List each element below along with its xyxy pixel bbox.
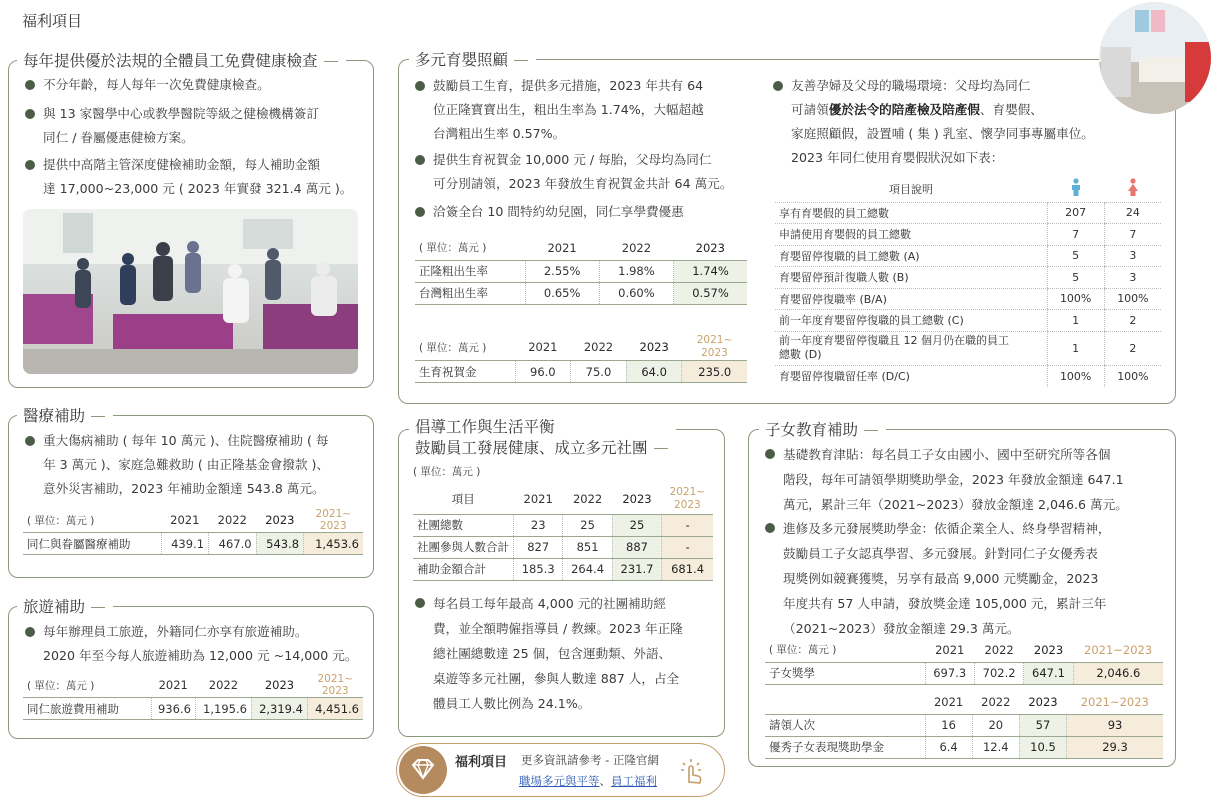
diversity-link[interactable]: 職場多元與平等 <box>519 774 600 788</box>
year-header: 2023 <box>1028 694 1058 709</box>
health-check-section <box>8 52 374 388</box>
childcare-section <box>398 51 1176 404</box>
table-cell: 936.6 <box>151 698 195 720</box>
total-header: 2021~ 2023 <box>315 508 352 532</box>
table-cell: 同仁與眷屬醫療補助 <box>23 533 161 555</box>
table-cell: 23 <box>514 514 563 536</box>
unit-label: ( 單位：萬元 ) <box>27 679 95 692</box>
year-header: 2021 <box>523 491 553 506</box>
table-cell: 235.0 <box>682 361 747 383</box>
table-cell: 25 <box>563 514 612 536</box>
table-cell: 同仁旅遊費用補助 <box>23 698 151 720</box>
table-cell: 93 <box>1067 714 1163 736</box>
table-cell: 75.0 <box>571 361 627 383</box>
table-cell: 育嬰留停復職率 (B/A) <box>775 288 1047 310</box>
table-cell: 100% <box>1047 365 1104 387</box>
year-header: 2022 <box>981 694 1011 709</box>
table-cell: 優秀子女表現獎助學金 <box>765 736 925 758</box>
table-cell: 57 <box>1019 714 1066 736</box>
table-cell: 24 <box>1104 202 1161 224</box>
total-header: 2021~ 2023 <box>669 485 706 511</box>
table-cell: 1.98% <box>599 260 673 282</box>
year-header: 2021 <box>170 513 200 527</box>
table-cell: 4,451.6 <box>307 698 363 720</box>
table-cell: 補助金額合計 <box>413 558 514 580</box>
table-cell: 請領人次 <box>765 714 925 736</box>
unit-label: ( 單位：萬元 ) <box>769 644 837 657</box>
table-cell: 207 <box>1047 202 1104 224</box>
year-header: 2022 <box>583 340 614 354</box>
table-cell: 2,046.6 <box>1073 662 1163 684</box>
medical-subsidy-section <box>8 407 374 578</box>
table-cell: 887 <box>612 536 661 558</box>
year-header: 2022 <box>984 642 1014 657</box>
unit-label: ( 單位：萬元 ) <box>27 514 95 527</box>
unit-label: ( 單位：萬元 ) <box>413 466 481 478</box>
table-cell: 正隆粗出生率 <box>415 260 525 282</box>
link-box-title: 福利項目 <box>455 755 508 770</box>
table-cell: 2,319.4 <box>251 698 307 720</box>
list-item: 提供生育祝賀金 10,000 元 / 每胎，父母均為同仁 可分別請領，2023 年發放生育祝賀金共計 64 萬元。 <box>413 148 758 196</box>
table-cell: 1.74% <box>674 260 747 282</box>
total-header: 2021~ 2023 <box>696 334 733 359</box>
table-cell: 12.4 <box>972 736 1019 758</box>
table-cell: 1 <box>1047 310 1104 332</box>
section-title: 每年提供優於法規的全體員工免費健康檢查 <box>17 49 346 71</box>
table-cell: 231.7 <box>612 558 661 580</box>
excellence-award-table <box>765 690 1163 759</box>
table-cell: 827 <box>514 536 563 558</box>
table-cell: 2 <box>1104 331 1161 365</box>
table-cell: 前一年度育嬰留停復職的員工總數 (C) <box>775 310 1047 332</box>
year-header: 2023 <box>639 340 669 354</box>
table-cell: 0.65% <box>525 282 599 304</box>
list-item: 重大傷病補助 ( 每年 10 萬元 )、住院醫療補助 ( 每 年 3 萬元 )、家庭急難救助 ( 由正隆基金會撥款 )、 意外災害補助，2023 年補助金額達 543.8 萬元。 <box>23 429 368 501</box>
list-item: 友善孕婦及父母的職場環境：父母均為同仁 可請領優於法令的陪產檢及陪產假、育嬰假、 家庭照顧假，設置哺 ( 集 ) 乳室、懷孕同事專屬車位。 2023 年同仁使用育嬰假狀況如下表： <box>771 74 1171 170</box>
section-title: 醫療補助 <box>17 404 113 426</box>
section-title: 多元育嬰照顧 <box>409 48 536 70</box>
more-info-link-box <box>396 743 725 797</box>
unit-label: ( 單位：萬元 ) <box>419 242 487 255</box>
table-cell: 3 <box>1104 245 1161 267</box>
travel-subsidy-section <box>8 598 374 739</box>
table-cell: - <box>662 514 713 536</box>
section-title: 倡導工作與生活平衡 鼓勵員工發展健康、成立多元社團 <box>409 417 676 459</box>
table-cell: 467.0 <box>209 533 257 555</box>
total-header: 2021~2023 <box>1080 694 1149 709</box>
medical-table <box>23 508 363 555</box>
list-item: 進修及多元發展獎助學金：依循企業全人、終身學習精神， 鼓勵員工子女認真學習、多元發展。針對同仁子女優秀表 現獎例如競賽獲獎，另享有最高 9,000 元獎勵金，2023 年度共有 57 人申請，發放獎金達 105,000 元，累計三年 （2021~2023）發放金額達 29.3 萬元。 <box>763 516 1173 641</box>
year-header: 2021 <box>158 678 188 692</box>
parental-leave-table <box>775 176 1161 387</box>
female-icon <box>1104 176 1161 202</box>
item-header: 項目 <box>451 491 475 506</box>
table-cell: - <box>662 536 713 558</box>
unit-label: ( 單位：萬元 ) <box>419 341 487 354</box>
nursing-room-photo <box>1099 2 1211 114</box>
list-item: 不分年齡，每人每年一次免費健康檢查。 <box>23 73 363 97</box>
click-hand-icon[interactable] <box>677 756 707 789</box>
table-cell: 前一年度育嬰留停復職且 12 個月仍在職的員工 總數 (D) <box>775 331 1047 365</box>
table-cell: 5 <box>1047 245 1104 267</box>
list-item: 與 13 家醫學中心或教學醫院等級之健檢機構簽訂 同仁 / 眷屬優惠健檢方案。 <box>23 102 363 150</box>
table-cell: 子女獎學 <box>765 662 925 684</box>
table-cell: 0.60% <box>599 282 673 304</box>
table-cell: 543.8 <box>256 533 304 555</box>
table-cell: 育嬰留停復職留任率 (D/C) <box>779 370 910 383</box>
table-cell: 96.0 <box>515 361 571 383</box>
table-cell: 台灣粗出生率 <box>415 282 525 304</box>
year-header: 2023 <box>1033 642 1064 657</box>
welfare-link[interactable]: 員工福利 <box>611 774 657 788</box>
link-row <box>519 773 657 789</box>
list-item: 基礎教育津貼：每名員工子女由國小、國中至研究所等各個 階段，每年可請領學期獎助學金，2023 年發放金額達 647.1 萬元，累計三年（2021~2023）發放金額達 2,046.6 萬元。 <box>763 442 1173 517</box>
link-box-text: 更多資訊請參考 - 正隆官網 <box>521 753 659 767</box>
year-header: 2023 <box>622 491 652 506</box>
year-header: 2022 <box>621 240 652 255</box>
year-header: 2021 <box>935 642 965 657</box>
diamond-icon <box>399 746 447 794</box>
scholarship-table <box>765 638 1163 685</box>
list-item: 鼓勵員工生育，提供多元措施，2023 年共有 64 位正隆寶寶出生，粗出生率為 1.74%，大幅超越 台灣粗出生率 0.57%。 <box>413 74 758 146</box>
table-cell: 851 <box>563 536 612 558</box>
table-cell: 7 <box>1104 224 1161 246</box>
blank-cell <box>765 690 925 714</box>
education-section <box>748 421 1176 767</box>
table-cell: 申請使用育嬰假的員工總數 <box>775 224 1047 246</box>
club-table <box>413 484 713 581</box>
table-cell: 享有育嬰假的員工總數 <box>775 202 1047 224</box>
table-cell: 社團參與人數合計 <box>413 536 514 558</box>
table-cell: 2 <box>1104 310 1161 332</box>
total-header: 2021~2023 <box>1084 642 1153 657</box>
table-cell: 20 <box>972 714 1019 736</box>
year-header: 2023 <box>695 240 725 255</box>
table-cell: 1,195.6 <box>195 698 251 720</box>
table-cell: 29.3 <box>1067 736 1163 758</box>
table-cell: 5 <box>1047 267 1104 289</box>
total-header: 2021~ 2023 <box>317 673 353 697</box>
table-cell: 育嬰留停復職的員工總數 (A) <box>775 245 1047 267</box>
year-header: 2023 <box>265 513 295 527</box>
health-check-photo <box>23 209 358 374</box>
item-header: 項目說明 <box>889 182 933 196</box>
table-cell: 64.0 <box>626 361 682 383</box>
table-cell: 1,453.6 <box>304 533 363 555</box>
table-cell: 社團總數 <box>413 514 514 536</box>
year-header: 2021 <box>933 694 964 709</box>
table-cell: 697.3 <box>925 662 974 684</box>
table-cell: 3 <box>1104 267 1161 289</box>
year-header: 2023 <box>264 678 295 692</box>
list-item: 每名員工每年最高 4,000 元的社團補助經 費，並全額聘僱指導員 / 教練。2023 年正隆 總社團總數達 25 個，包含運動類、外語、 桌遊等多元社團，參與人數達 887 人，占全 體員工人數比例為 24.1%。 <box>413 591 718 716</box>
table-cell: 647.1 <box>1024 662 1073 684</box>
section-title: 子女教育補助 <box>759 418 886 440</box>
list-item: 每年辦理員工旅遊，外籍同仁亦享有旅遊補助。 2020 年至今每人旅遊補助為 12,000 元 ~14,000 元。 <box>23 620 368 668</box>
birth-bonus-table <box>415 334 747 383</box>
table-cell: 生育祝賀金 <box>415 361 515 383</box>
male-icon <box>1047 176 1104 202</box>
table-cell: 25 <box>612 514 661 536</box>
table-cell: 100% <box>1104 288 1161 310</box>
table-cell: 10.5 <box>1019 736 1066 758</box>
list-item: 洽簽全台 10 間特約幼兒園，同仁享學費優惠 <box>413 200 758 224</box>
table-cell: 681.4 <box>662 558 713 580</box>
table-cell: 702.2 <box>974 662 1023 684</box>
year-header: 2022 <box>208 678 239 692</box>
table-cell: 185.3 <box>514 558 563 580</box>
table-cell: 16 <box>925 714 972 736</box>
table-cell: 0.57% <box>674 282 747 304</box>
link-separator: 、 <box>599 774 611 788</box>
table-cell: 6.4 <box>925 736 972 758</box>
travel-table <box>23 673 363 720</box>
table-cell: 100% <box>1104 365 1161 387</box>
table-cell: 264.4 <box>563 558 612 580</box>
year-header: 2022 <box>572 491 603 506</box>
list-item: 提供中高階主管深度健檢補助金額，每人補助金額 達 17,000~23,000 元 ( 2023 年實發 321.4 萬元 )。 <box>23 153 363 201</box>
page-title: 福利項目 <box>22 12 83 30</box>
year-header: 2021 <box>547 240 577 255</box>
birth-rate-table <box>415 236 747 305</box>
table-cell: 100% <box>1047 288 1104 310</box>
table-cell: 439.1 <box>161 533 209 555</box>
year-header: 2021 <box>528 340 558 354</box>
table-cell: 育嬰留停預計復職人數 (B) <box>775 267 1047 289</box>
club-section <box>398 418 725 737</box>
table-cell: 7 <box>1047 224 1104 246</box>
table-cell: 2.55% <box>525 260 599 282</box>
section-title: 旅遊補助 <box>17 595 113 617</box>
table-cell: 1 <box>1047 331 1104 365</box>
year-header: 2022 <box>217 513 247 527</box>
